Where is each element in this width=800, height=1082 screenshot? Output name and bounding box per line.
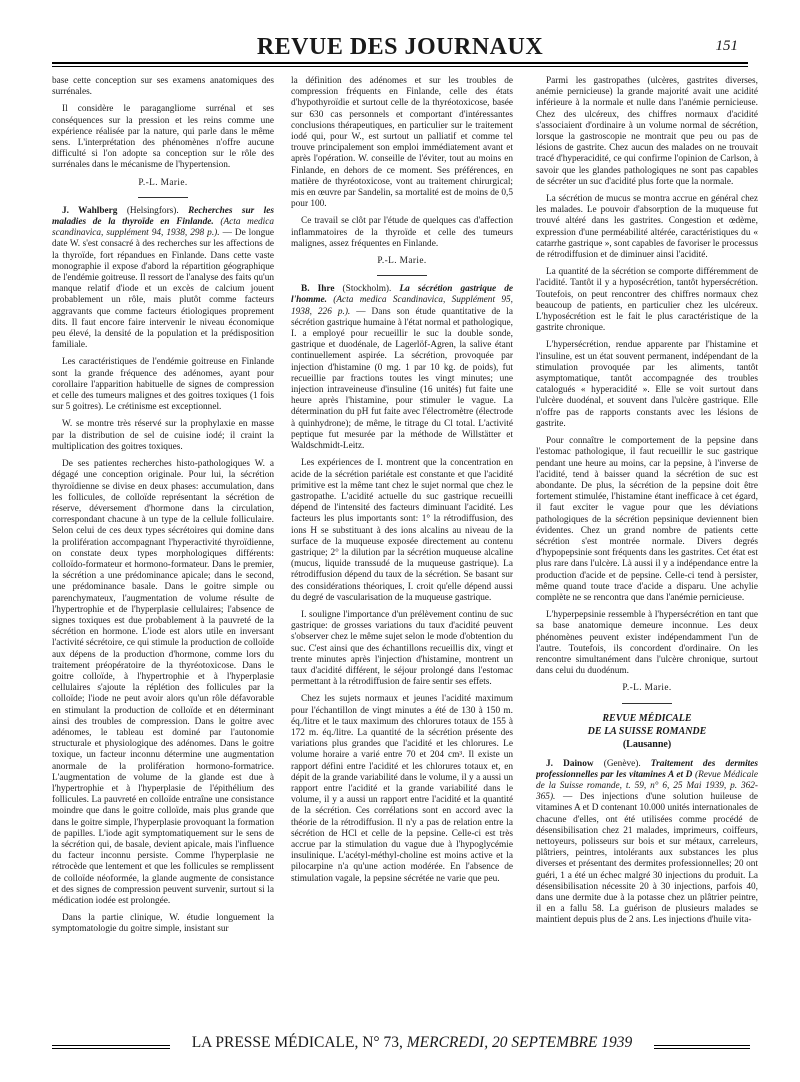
article-text: — De longue date W. s'est consacré à des recherches sur les affections de la thyroïde, fort répandues en Finlande. Dans cette vaste monographie il expose d'abord la répartition géographique de l'endémie goitreuse. Il ressort de l'analyse des faits qu'un manque relatif d'iode et un excès de calcium jouent probablement un rôle, mais plutôt comme facteurs aggravants que comme facteurs étiologiques proprement dits. Il faut encore faire intervenir le niveau économique peu élevé, la densité de la population et la prédisposition familiale. <box>52 228 274 351</box>
article-source: (Acta medica scandinavica, supplément 94, 1938, 298 p.). <box>52 217 274 239</box>
paragraph: la définition des adénomes et sur les troubles de compression fréquents en Finlande, celle des états d'hypothyroïdie et surtout celle de la thyréotoxicose, basée sur 630 cas personnels et comportant d'intéressantes conclusions thérapeutiques, en particulier sur le traitement iodé qui, pour W., est surtout un palliatif et comme tel trouve principalement son emploi immédiatement avant et après l'opération. W. conseille de l'éviter, tout au moins en Finlande, en dehors de ce moment. Ses préférences, en matière de thyréotoxicose, vont au traitement chirurgical; mis en œuvre par Sandelin, sa mortalité est de moins de 0,5 pour 100. <box>291 76 513 210</box>
section-heading-line: DE LA SUISSE ROMANDE <box>587 725 707 737</box>
divider <box>622 703 672 704</box>
article-place: (Helsingfors). <box>126 205 179 216</box>
paragraph: Les caractéristiques de l'endémie goitreuse en Finlande sont la grande fréquence des adénomes, ayant pour corollaire l'apparition habituelle de signes de compression et celle des tumeurs malignes et des goitres toxiques (1 fois sur 5 goitres). Le crétinisme est exceptionnel. <box>52 357 274 413</box>
article-source: (Acta medica Scandinavica, Supplément 95, 1938, 226 p.). <box>291 295 513 317</box>
column-2 <box>291 76 513 1010</box>
paragraph: Dans la partie clinique, W. étudie longuement la symptomatologie du goitre simple, insistant sur <box>52 913 274 935</box>
page-footer <box>0 1032 800 1072</box>
footer-text <box>170 1034 654 1052</box>
paragraph: Pour connaître le comportement de la pepsine dans l'estomac pathologique, il faut recueillir le suc gastrique pendant une heure au moins, car la pepsine, à l'inverse de l'acidité, tend à baisser quand la sécrétion de suc est abondante. De plus, la sécrétion de la pepsine doit être fortement stimulée, l'histamine étant inefficace à cet égard, il faut exciter le vague pour que les déviations pathologiques de la sécrétion pepsinique deviennent bien évidentes. Chez un grand nombre de patients cette sécrétion s'est montrée normale. Divers degrés d'hypopepsinie sont fréquents dans les gastrites. Cet état est plus rare dans l'ulcère. Là aussi il y a indépendance entre la production d'acide et de pepsine. Celle-ci tend à persister, même quand toute trace d'acide a disparu. Une achylie complète ne se rencontra que dans l'anémie pernicieuse. <box>536 436 758 603</box>
section-heading-city: (Lausanne) <box>622 738 672 750</box>
footer-issue: 73, <box>383 1034 403 1051</box>
paragraph: L'hyperpepsinie ressemble à l'hypersécrétion en tant que sa base anatomique demeure inconnue. Les deux phénomènes peuvent exister indépendamment l'un de l'autre. Toutefois, ils concordent d'ordinaire. On les rencontre simultanément dans l'ulcère chronique, surtout dans celui du duodénum. <box>536 610 758 677</box>
article-text: — Des injections d'une solution huileuse de vitamines A et D contenant 10.000 unités internationales de chacune d'elles, ont été utilisées comme procédé de désensibilisation chez 21 malades, imprimeurs, coiffeurs, nettoyeurs, polisseurs sur bois et sur métaux, carreleurs, plâtriers, peintres, intolérants aux substances les plus diverses et présentant des dermites professionnelles; 20 ont guéri, 1 a été un échec malgré 30 injections du produit. La désensibilisation nécessite 20 à 30 injections, parfois 40, dans une dermite due à la potasse chez un plâtrier peintre, il en a fallu 58. La guérison de plusieurs malades se maintient depuis plus de 2 ans. Les injections d'huile vita- <box>536 792 758 926</box>
column-3 <box>536 76 758 1010</box>
divider <box>377 275 427 276</box>
paragraph: De ses patientes recherches histo-pathologiques W. a dégagé une conception originale. Pour lui, la sécrétion thyroïdienne se divise en deux phases: accumulation, dans les follicules, de colloïde représentant la sécrétion de réserve, déversement d'hormone dans la circulation, correspondant chacune à un type de la cellule folliculaire. Selon celui de ces deux types sécrétoires qui domine dans la prolifération accompagnant l'hyperactivité thyroïdienne, on constate deux types morphologiques différents: colloïdo-formateur et hormono-formateur. Dans le premier, la sécrétion a une prédominance apicale; dans le second, une prédominance basale. Dans le goitre simple ou parenchymateux, l'augmentation de volume résulte de l'hypertrophie et de l'hyperplasie cellulaires; l'absence de signes toxiques est due probablement à la pauvreté de la sécrétion en hormone. L'iode est alors utile en inversant l'activité sécrétoire, ce qui stimule la production de colloïde aux dépens de la production d'hormone, comme lors du traitement préopératoire de la thyréotoxicose. Dans le goitre colloïde, à l'hypertrophie et à l'hyperplasie cellulaires s'ajoute la réplétion des follicules par la colloïde; l'iode ne peut avoir alors qu'un rôle défavorable en stimulant la production de colloïde et en déterminant ainsi des troubles de compression. Dans le goitre avec adénomes, le tableau est dominé par l'autonomie structurale et physiologique des adénomes. Dans le goitre toxique, un facteur inconnu détermine une augmentation anormale de la prolifération hormono-formatrice. L'augmentation de volume de la glande est due à l'hypertrophie et à l'hyperplasie de l'épithélium des follicules. La pauvreté en colloïde entraîne une consistance moindre que dans le goitre colloïde, mais plus grande que dans le goitre simple, l'hyperplasie provoquant la formation de papilles. L'iode agit symptomatiquement sur le sens de la sécrétion qui, de basale, devient apicale, mais l'influence du facteur inconnu persiste. Comme l'hyperplasie ne rétrocède que lentement et que les follicules se remplissent de colloïde néoformée, la glande augmente de consistance et des signes de compression peuvent survenir, surtout si la médication iodée est prolongée. <box>52 459 274 907</box>
paragraph: L'hypersécrétion, rendue apparente par l'histamine et l'insuline, est un état souvent permanent, indépendant de la stimulation provoquée par les aliments, tantôt asymptomatique, tantôt accompagnée des troubles catalogués « hyperacidité ». Elle se voit surtout dans l'ulcère duodénal, et souvent dans l'ulcère gastrique. Elle n'offre pas de rapports constants avec les lésions de gastrite. <box>536 340 758 429</box>
paragraph: La quantité de la sécrétion se comporte différemment de l'acidité. Tantôt il y a hyposécrétion, tantôt hypersécrétion. Toutefois, on peut rencontrer des chiffres normaux chez beaucoup de patients, en particulier chez les ulcéreux. L'hyposécrétion est le fait le plus caractéristique de la gastrite chronique. <box>536 267 758 334</box>
article-intro <box>52 206 274 352</box>
article-author: J. Wahlberg <box>62 205 118 216</box>
paragraph: W. se montre très réservé sur la prophylaxie en masse par la distribution de sel de cuisine iodé; il craint la multiplication des goitres toxiques. <box>52 419 274 452</box>
divider <box>138 197 188 198</box>
paragraph: Les expériences de I. montrent que la concentration en acide de la sécrétion pariétale est constante et que l'acidité primitive est la même tant chez le sujet normal que chez le gastropathe. L'acidité actuelle du suc gastrique recueilli dépend de l'intensité des facteurs diminuant l'acidité. Les facteurs les plus importants sont: 1° la rétrodiffusion, des ions H se substituant à des ions alcalins au niveau de la surface de la muqueuse exposée directement au contenu gastrique; 2° la dilution par la sécrétion muqueuse alcaline (mucus, liquide transsudé de la muqueuse gastrique). La rétrodiffusion dépend du taux de la sécrétion. Se basant sur des considérations théoriques, I. croit qu'elle dépend aussi du degré de vascularisation de la muqueuse gastrique. <box>291 458 513 603</box>
page-header <box>0 0 800 62</box>
article-title: La sécrétion gastrique de l'homme. <box>291 284 513 306</box>
article-author: J. Dainow <box>546 758 594 769</box>
article-title: Recherches sur les maladies de la thyroïde en Finlande. <box>52 205 274 228</box>
section-heading <box>536 712 758 751</box>
journal-title: REVUE DES JOURNAUX <box>256 34 544 60</box>
signature: P.-L. Marie. <box>377 256 427 267</box>
paragraph: base cette conception sur ses examens anatomiques des surrénales. <box>52 76 274 98</box>
article-place: (Genève). <box>603 758 641 769</box>
article-text: — Dans son étude quantitative de la sécrétion gastrique humaine à l'état normal et pathologique, I. a employé pour recueillir le suc la double sonde, gastrique et duodénale, de Lagerlöf-Agren, la salive étant continuellement aspirée. La sécrétion, provoquée par injection d'histamine (0 mg. 1 par 10 kg. de poids), fut recueillie par fractions toutes les vingt minutes; une injection intraveineuse d'insuline (16 unités) fut faite une heure après l'histamine, pour stimuler le vague. La détermination du pH fut faite avec l'électromètre (électrode à quinhydrone); de même, le titrage du Cl total. L'activité peptique fut mesurée par la méthode de Willstätter et Waldschmidt-Leitz. <box>291 306 513 452</box>
page-number: 151 <box>715 38 738 54</box>
footer-date: MERCREDI, 20 SEPTEMBRE 1939 <box>406 1034 633 1051</box>
footer-journal: LA PRESSE MÉDICALE, N° <box>191 1034 380 1051</box>
signature: P.-L. Marie. <box>622 683 672 694</box>
paragraph: Il considère le paragangliome surrénal et ses conséquences sur la pression et les reins comme une expérience réalisée par la nature, qui parle dans le même sens. L'interprétation des phénomènes n'offre aucune difficulté si l'on adopte sa conception sur le rôle des surrénales dans le mécanisme de l'hypertension. <box>52 104 274 171</box>
article-columns <box>52 76 758 1010</box>
signature: P.-L. Marie. <box>138 177 188 188</box>
paragraph: Parmi les gastropathes (ulcères, gastrites diverses, anémie pernicieuse) la grande majorité avait une acidité inférieure à la normale et nulle dans l'anémie pernicieuse. Chez des ulcéreux, des chiffres normaux d'acidité s'associaient d'ordinaire à un volume normal de sécrétion, lorsque la gastroscopie ne montrait que peu ou pas de lésions de gastrite. Chez aucun des malades on ne trouvait tracé d'hyperacidité, ce qui confirme l'opinion de Carlson, à savoir que les glandes pathologiques ne sont pas capables de sécréter un suc d'acidité plus forte que la normale. <box>536 76 758 187</box>
article-place: (Stockholm). <box>342 284 392 295</box>
article-intro <box>536 759 758 927</box>
footer-rule-left <box>52 1045 170 1049</box>
header-rule <box>52 62 748 67</box>
article-source: (Revue Médicale de la Suisse romande, t. 59, n° 6, 25 Mai 1939, p. 362-365). <box>536 769 758 803</box>
column-1 <box>52 76 274 1010</box>
article-intro <box>291 284 513 452</box>
paragraph: Chez les sujets normaux et jeunes l'acidité maximum pour l'échantillon de vingt minutes a été de 130 à 150 m. éq./litre et le taux maximum des chlorures totaux de 155 à 172 m. éq./litre. La quantité de la sécrétion présente des variations plus grandes que l'acidité et les chlorures. Le volume horaire a varié entre 70 et 204 cm³. Il existe un rapport défini entre l'acidité et les chlorures totaux et, en dépit de la grande variabilité dans le volume, il y a aussi un rapport entre l'acidité et la grande variabilité dans le volume, il y a aussi un rapport entre l'acidité et la quantité de la sécrétion. Ces corrélations sont en accord avec la théorie de la rétrodiffusion. Il n'y a pas de relation entre la sécrétion de HCl et celle de la pepsine. Celle-ci est très accrue par la stimulation du vague due à l'hypoglycémie insulinique. L'acétyl-méthyl-choline est moins active et la pilocarpine n'a qu'une action modérée. En l'absence de stimulation vagale, la pepsine sécrétée ne varie que peu. <box>291 694 513 884</box>
paragraph: I. souligne l'importance d'un prélèvement continu de suc gastrique: de grosses variations du taux d'acidité peuvent s'observer chez le même sujet selon le mode d'obtention du suc. C'est ainsi que des échantillons recueillis dix, vingt et trente minutes après l'injection d'histamine, montrent un taux d'acidité différent, le séjour prolongé dans l'estomac permettant à la rétrodiffusion de faire sentir ses effets. <box>291 609 513 688</box>
section-heading-line: REVUE MÉDICALE <box>602 712 692 724</box>
article-title: Traitement des dermites professionnelles par les vitamines A et D <box>536 758 758 780</box>
footer-rule-right <box>654 1045 750 1049</box>
paragraph: Ce travail se clôt par l'étude de quelques cas d'affection inflammatoires de la thyroïde et celle des tumeurs malignes, assez fréquentes en Finlande. <box>291 216 513 249</box>
paragraph: La sécrétion de mucus se montra accrue en général chez les malades. Le pouvoir d'absorption de la muqueuse fut trouvé altéré dans les gastrites. Congestion et œdème, expression d'une perméabilité altérée, caractéristiques du « catarrhe gastrique », sont capables de favoriser le processus de rétrodiffusion et de diminuer ainsi l'acidité. <box>536 194 758 261</box>
article-author: B. Ihre <box>301 284 335 295</box>
